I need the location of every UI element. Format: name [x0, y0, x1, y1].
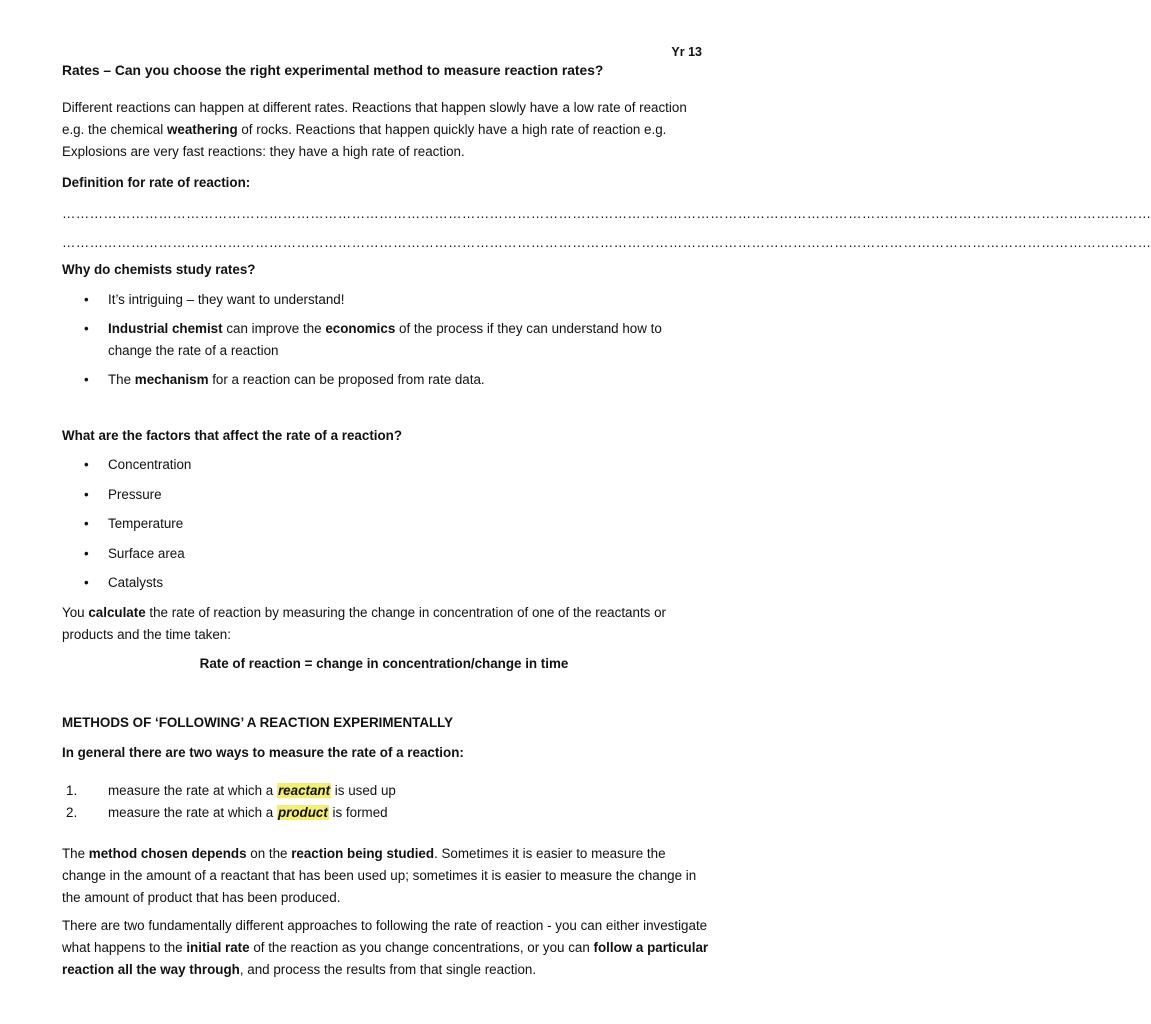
text-span: measure the rate at which a — [108, 783, 277, 798]
definition-dotted-line-2: ………………………………………………………………………………………………………………………………………………………………………………………………………………… — [62, 235, 1151, 250]
bullet-marker: • — [84, 487, 89, 502]
text-span: can improve the — [222, 321, 326, 336]
bold-reaction-studied: reaction being studied — [291, 846, 435, 861]
text-span: is used up — [331, 783, 396, 798]
calculate-paragraph — [62, 602, 712, 646]
highlight-reactant: reactant — [277, 783, 331, 798]
text-span: . Sometimes it is easier to measure the change in the amount of a reactant that has been used up; sometimes it is easier to measure the change in the amount of product that has been produced. — [62, 846, 697, 905]
text-span: on the — [246, 846, 292, 861]
text-span: measure the rate at which a — [108, 805, 277, 820]
bold-follow-reaction: follow a particular reaction all the way through — [62, 940, 709, 977]
text-span: You — [62, 605, 89, 620]
methods-subheading: In general there are two ways to measure the rate of a reaction: — [62, 745, 464, 760]
text-span: for a reaction can be proposed from rate data. — [208, 372, 485, 387]
bullet-text: It’s intriguing – they want to understand! — [108, 292, 345, 307]
bullet-text: Surface area — [108, 546, 185, 561]
bullet-text: Catalysts — [108, 575, 164, 590]
text-span: of the process if they can understand how to change the rate of a reaction — [108, 321, 662, 358]
bullet-marker: • — [84, 575, 89, 590]
text-span: , and process the results from that single reaction. — [239, 962, 537, 977]
factors-heading: What are the factors that affect the rate of a reaction? — [62, 428, 403, 443]
bullet-text: Temperature — [108, 516, 184, 531]
approaches-paragraph — [62, 915, 712, 981]
bold-calculate: calculate — [88, 605, 146, 620]
text-span: is formed — [328, 805, 388, 820]
text-span: the rate of reaction by measuring the change in concentration of one of the reactants or products and the time taken: — [62, 605, 666, 642]
highlight-product: product — [277, 805, 328, 820]
bullet-text: Pressure — [108, 487, 162, 502]
text-span: There are two fundamentally different approaches to following the rate of reaction - you can either investigate what happens to the — [62, 918, 708, 955]
page-title: Rates – Can you choose the right experimental method to measure reaction rates? — [62, 63, 604, 78]
bullet-marker: • — [84, 546, 89, 561]
bullet-marker: • — [84, 292, 89, 307]
bold-mechanism: mechanism — [134, 372, 209, 387]
rate-formula: Rate of reaction = change in concentration/change in time — [199, 656, 569, 671]
intro-text-2: of rocks. Reactions that happen quickly have a high rate of reaction e.g. Explosions are very fast reactions: they have a high rate of reaction. — [62, 122, 667, 159]
intro-paragraph — [62, 97, 712, 163]
bold-industrial-chemist: Industrial chemist — [108, 321, 223, 336]
bullet-text: Concentration — [108, 457, 192, 472]
bullet-text — [108, 318, 698, 362]
why-heading: Why do chemists study rates? — [62, 262, 256, 277]
text-span: of the reaction as you change concentrations, or you can — [249, 940, 594, 955]
intro-bold-weathering: weathering — [166, 122, 238, 137]
bullet-marker: • — [84, 457, 89, 472]
intro-text-1: Different reactions can happen at different rates. Reactions that happen slowly have a low rate of reaction e.g. the chemical — [62, 100, 687, 137]
bold-method-chosen: method chosen depends — [88, 846, 247, 861]
definition-heading: Definition for rate of reaction: — [62, 175, 251, 190]
text-span: The — [108, 372, 135, 387]
year-label: Yr 13 — [671, 45, 702, 59]
list-text — [108, 780, 396, 802]
method-chosen-paragraph — [62, 843, 712, 909]
list-text — [108, 802, 388, 824]
definition-dotted-line-1: ………………………………………………………………………………………………………………………………………………………………………………………………………………… — [62, 206, 1151, 221]
list-number: 2. — [66, 805, 78, 820]
methods-heading: METHODS OF ‘FOLLOWING’ A REACTION EXPERIMENTALLY — [62, 715, 454, 730]
text-span: The — [62, 846, 89, 861]
bold-economics: economics — [325, 321, 396, 336]
bold-initial-rate: initial rate — [186, 940, 250, 955]
bullet-text — [108, 369, 698, 391]
list-number: 1. — [66, 783, 78, 798]
bullet-marker: • — [84, 321, 89, 336]
bullet-marker: • — [84, 516, 89, 531]
bullet-marker: • — [84, 372, 89, 387]
